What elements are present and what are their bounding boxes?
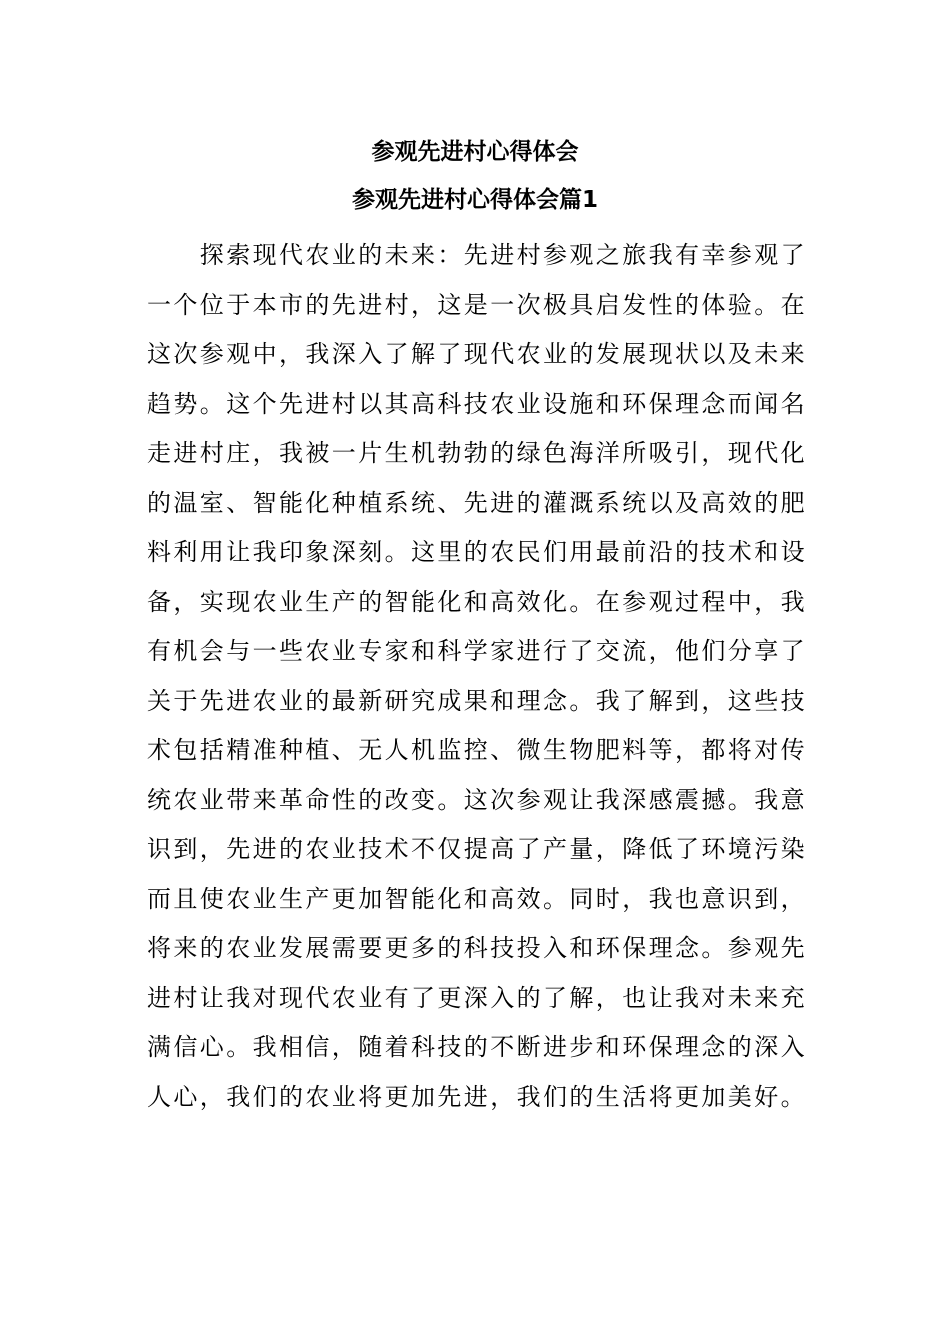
text-line: 的温室、智能化种植系统、先进的灌溉系统以及高效的肥 — [147, 488, 807, 517]
text-line: 进村让我对现代农业有了更深入的了解，也让我对未来充 — [147, 983, 807, 1012]
text-line: 满信心。我相信，随着科技的不断进步和环保理念的深入 — [147, 1033, 807, 1061]
text-line: 关于先进农业的最新研究成果和理念。我了解到，这些技 — [147, 686, 807, 715]
text-line: 一个位于本市的先进村，这是一次极具启发性的体验。在 — [147, 290, 807, 319]
text-line: 这次参观中，我深入了解了现代农业的发展现状以及未来 — [147, 340, 807, 368]
document-title: 参观先进村心得体会 — [371, 139, 579, 165]
text-line: 将来的农业发展需要更多的科技投入和环保理念。参观先 — [147, 934, 807, 962]
text-line: 趋势。这个先进村以其高科技农业设施和环保理念而闻名 — [147, 389, 807, 418]
text-line: 走进村庄，我被一片生机勃勃的绿色海洋所吸引，现代化 — [147, 439, 807, 467]
text-line: 备，实现农业生产的智能化和高效化。在参观过程中，我 — [147, 587, 807, 616]
text-line: 有机会与一些农业专家和科学家进行了交流，他们分享了 — [147, 637, 807, 665]
text-line: 统农业带来革命性的改变。这次参观让我深感震撼。我意 — [147, 785, 807, 814]
body-paragraph — [147, 231, 807, 1122]
text-line: 术包括精准种植、无人机监控、微生物肥料等，都将对传 — [147, 736, 807, 764]
text-line: 识到，先进的农业技术不仅提高了产量，降低了环境污染 — [147, 835, 807, 863]
text-line: 探索现代农业的未来：先进村参观之旅我有幸参观了 — [147, 241, 807, 269]
text-line: 人心，我们的农业将更加先进，我们的生活将更加美好。 — [147, 1082, 807, 1111]
text-line: 料利用让我印象深刻。这里的农民们用最前沿的技术和设 — [147, 538, 807, 566]
text-line: 而且使农业生产更加智能化和高效。同时，我也意识到， — [147, 884, 807, 913]
document-subtitle: 参观先进村心得体会篇1 — [351, 187, 598, 213]
